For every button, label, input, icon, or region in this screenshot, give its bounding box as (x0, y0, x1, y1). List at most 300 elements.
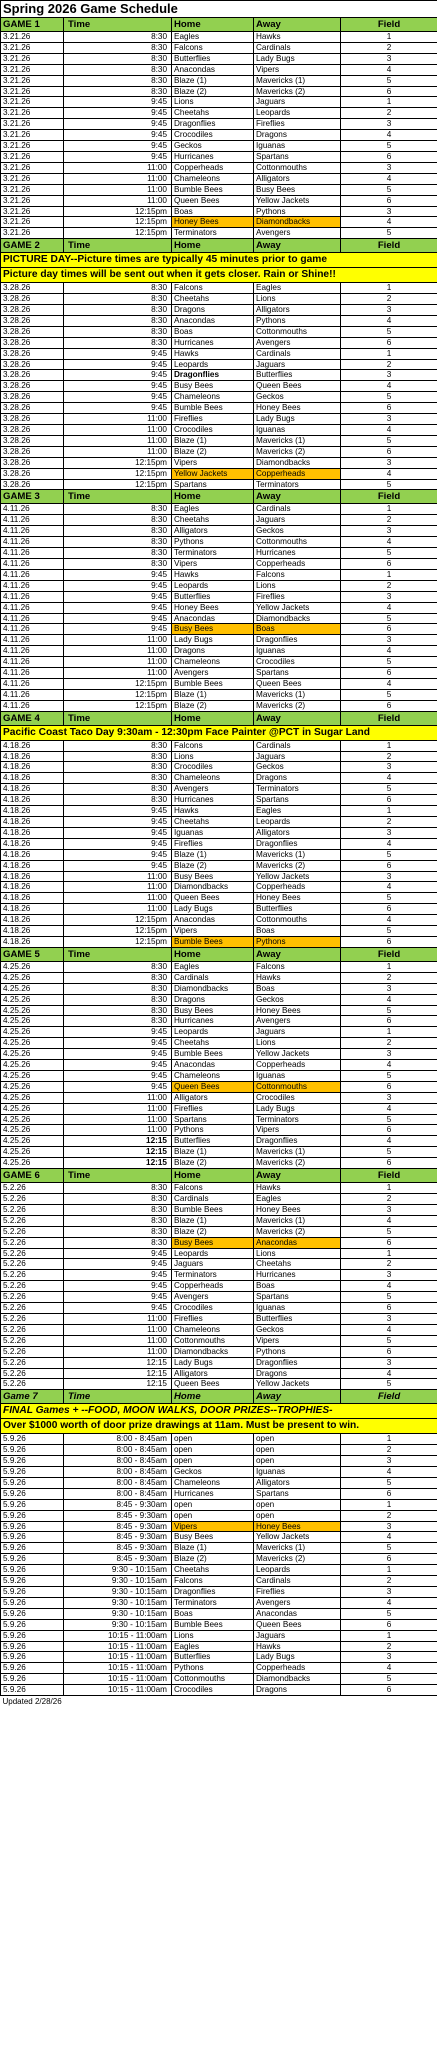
home-team-cell: Crocodiles (172, 762, 254, 773)
time-cell: 9:45 (64, 806, 172, 817)
time-cell: 8:30 (64, 751, 172, 762)
away-team-cell: Pythons (254, 1346, 341, 1357)
time-cell: 8:30 (64, 64, 172, 75)
away-header: Away (254, 1390, 341, 1404)
home-team-cell: Cardinals (172, 1194, 254, 1205)
away-team-cell: Geckos (254, 392, 341, 403)
time-cell: 8:45 - 9:30am (64, 1543, 172, 1554)
time-cell: 9:45 (64, 613, 172, 624)
away-team-cell: Falcons (254, 961, 341, 972)
away-team-cell: Lady Bugs (254, 1103, 341, 1114)
home-team-cell: Leopards (172, 359, 254, 370)
home-team-cell: Vipers (172, 457, 254, 468)
table-row (1, 871, 437, 882)
time-cell: 8:00 - 8:45am (64, 1488, 172, 1499)
away-team-cell: Busy Bees (254, 184, 341, 195)
table-row (1, 305, 437, 316)
field-cell: 4 (341, 1532, 437, 1543)
table-row (1, 795, 437, 806)
home-team-cell: Busy Bees (172, 624, 254, 635)
date-cell: 4.25.26 (1, 1092, 64, 1103)
table-row (1, 668, 437, 679)
away-team-cell: Jaguars (254, 751, 341, 762)
time-cell: 12:15pm (64, 678, 172, 689)
away-team-cell: Spartans (254, 151, 341, 162)
away-team-cell: Dragonflies (254, 1357, 341, 1368)
home-team-cell: Dragons (172, 646, 254, 657)
time-cell: 9:45 (64, 119, 172, 130)
table-row (1, 1608, 437, 1619)
time-cell: 9:45 (64, 602, 172, 613)
away-team-cell: Iguanas (254, 1070, 341, 1081)
table-row (1, 315, 437, 326)
away-team-cell: Vipers (254, 64, 341, 75)
date-cell: 5.2.26 (1, 1346, 64, 1357)
home-team-cell: open (172, 1510, 254, 1521)
field-cell: 4 (341, 1060, 437, 1071)
home-team-cell: Hurricanes (172, 1488, 254, 1499)
away-team-cell: Hawks (254, 32, 341, 43)
field-cell: 4 (341, 1103, 437, 1114)
field-cell: 2 (341, 751, 437, 762)
time-cell: 11:00 (64, 871, 172, 882)
field-cell: 2 (341, 972, 437, 983)
date-cell: 5.9.26 (1, 1576, 64, 1587)
away-team-cell: Iguanas (254, 1467, 341, 1478)
away-team-cell: Boas (254, 1281, 341, 1292)
away-team-cell: Pythons (254, 206, 341, 217)
away-team-cell: Mavericks (2) (254, 700, 341, 711)
date-cell: 3.21.26 (1, 64, 64, 75)
field-cell: 3 (341, 1204, 437, 1215)
away-team-cell: Mavericks (1) (254, 1147, 341, 1158)
field-header: Field (341, 1390, 437, 1404)
away-team-cell: Mavericks (2) (254, 86, 341, 97)
time-cell: 10:15 - 11:00am (64, 1652, 172, 1663)
table-row (1, 548, 437, 559)
away-team-cell: Dragonflies (254, 635, 341, 646)
away-team-cell: Dragons (254, 1685, 341, 1696)
table-row (1, 162, 437, 173)
away-header: Away (254, 18, 341, 32)
field-cell: 4 (341, 838, 437, 849)
time-cell: 8:45 - 9:30am (64, 1532, 172, 1543)
time-cell: 9:45 (64, 359, 172, 370)
table-row (1, 1226, 437, 1237)
date-cell: 4.18.26 (1, 893, 64, 904)
home-team-cell: Eagles (172, 961, 254, 972)
home-team-cell: Blaze (1) (172, 849, 254, 860)
away-team-cell: Lions (254, 580, 341, 591)
time-cell: 12:15 (64, 1368, 172, 1379)
home-team-cell: Eagles (172, 32, 254, 43)
home-team-cell: Dragonflies (172, 370, 254, 381)
table-row (1, 1357, 437, 1368)
date-cell: 3.28.26 (1, 305, 64, 316)
field-cell: 6 (341, 1237, 437, 1248)
table-row (1, 838, 437, 849)
away-team-cell: Avengers (254, 337, 341, 348)
date-cell: 5.9.26 (1, 1630, 64, 1641)
time-cell: 9:45 (64, 569, 172, 580)
field-cell: 4 (341, 773, 437, 784)
table-row (1, 1303, 437, 1314)
time-cell: 9:45 (64, 1060, 172, 1071)
table-row (1, 1532, 437, 1543)
away-team-cell: Geckos (254, 526, 341, 537)
field-cell: 3 (341, 871, 437, 882)
field-cell: 6 (341, 446, 437, 457)
table-row (1, 882, 437, 893)
time-cell: 9:45 (64, 97, 172, 108)
date-cell: 3.21.26 (1, 206, 64, 217)
field-cell: 2 (341, 580, 437, 591)
home-team-cell: Eagles (172, 504, 254, 515)
home-header: Home (172, 1169, 254, 1183)
time-cell: 9:45 (64, 1049, 172, 1060)
home-team-cell: Dragons (172, 305, 254, 316)
time-cell: 12:15pm (64, 700, 172, 711)
field-cell: 5 (341, 141, 437, 152)
field-cell: 4 (341, 646, 437, 657)
home-team-cell: Boas (172, 1608, 254, 1619)
time-header: Time (64, 490, 172, 504)
field-cell: 2 (341, 1576, 437, 1587)
field-cell: 2 (341, 294, 437, 305)
home-team-cell: Lady Bugs (172, 1357, 254, 1368)
away-team-cell: Eagles (254, 806, 341, 817)
field-cell: 1 (341, 740, 437, 751)
date-cell: 3.28.26 (1, 446, 64, 457)
date-cell: 3.21.26 (1, 97, 64, 108)
date-cell: 3.21.26 (1, 130, 64, 141)
table-row (1, 569, 437, 580)
game-header-row (1, 239, 437, 253)
away-team-cell: Anacondas (254, 1608, 341, 1619)
time-cell: 8:30 (64, 762, 172, 773)
time-cell: 8:30 (64, 1016, 172, 1027)
date-cell: 5.9.26 (1, 1674, 64, 1685)
home-team-cell: Blaze (1) (172, 1215, 254, 1226)
field-cell: 1 (341, 569, 437, 580)
field-cell: 5 (341, 75, 437, 86)
announcement-text: Over $1000 worth of door prize drawings at 11am. Must be present to win. (1, 1419, 437, 1434)
date-cell: 4.11.26 (1, 537, 64, 548)
home-team-cell: Hawks (172, 348, 254, 359)
away-team-cell: Cheetahs (254, 1259, 341, 1270)
date-cell: 4.18.26 (1, 762, 64, 773)
field-header: Field (341, 239, 437, 253)
home-team-cell: Busy Bees (172, 1005, 254, 1016)
away-team-cell: Leopards (254, 108, 341, 119)
table-row (1, 904, 437, 915)
home-team-cell: Blaze (2) (172, 1158, 254, 1169)
field-cell: 4 (341, 315, 437, 326)
home-team-cell: Leopards (172, 1027, 254, 1038)
game-label: Game 7 (1, 1390, 64, 1404)
time-cell: 8:00 - 8:45am (64, 1477, 172, 1488)
date-cell: 5.2.26 (1, 1194, 64, 1205)
field-cell: 1 (341, 32, 437, 43)
field-cell: 4 (341, 537, 437, 548)
date-cell: 4.18.26 (1, 904, 64, 915)
game-label: GAME 3 (1, 490, 64, 504)
home-header: Home (172, 711, 254, 725)
home-team-cell: Bumble Bees (172, 403, 254, 414)
table-row (1, 217, 437, 228)
date-cell: 5.2.26 (1, 1270, 64, 1281)
field-cell: 1 (341, 1565, 437, 1576)
field-header: Field (341, 18, 437, 32)
home-team-cell: Fireflies (172, 414, 254, 425)
table-row (1, 1368, 437, 1379)
away-team-cell: Hawks (254, 1183, 341, 1194)
table-row (1, 936, 437, 947)
date-cell: 5.9.26 (1, 1445, 64, 1456)
date-cell: 5.2.26 (1, 1237, 64, 1248)
away-team-cell: Iguanas (254, 425, 341, 436)
date-cell: 5.9.26 (1, 1685, 64, 1696)
table-row (1, 1554, 437, 1565)
field-cell: 4 (341, 64, 437, 75)
table-row (1, 86, 437, 97)
table-row (1, 42, 437, 53)
time-cell: 8:30 (64, 994, 172, 1005)
date-cell: 4.18.26 (1, 838, 64, 849)
away-team-cell: Copperheads (254, 468, 341, 479)
table-row (1, 1521, 437, 1532)
date-cell: 3.21.26 (1, 32, 64, 43)
home-team-cell: Crocodiles (172, 130, 254, 141)
time-cell: 9:45 (64, 1027, 172, 1038)
home-team-cell: Vipers (172, 926, 254, 937)
table-row (1, 751, 437, 762)
away-team-cell: Honey Bees (254, 1521, 341, 1532)
away-team-cell: Cottonmouths (254, 1081, 341, 1092)
field-cell: 3 (341, 1313, 437, 1324)
game-label: GAME 1 (1, 18, 64, 32)
page-title: Spring 2026 Game Schedule (1, 1, 437, 18)
away-team-cell: Jaguars (254, 1630, 341, 1641)
date-cell: 4.18.26 (1, 915, 64, 926)
time-cell: 11:00 (64, 195, 172, 206)
away-team-cell: Dragons (254, 1368, 341, 1379)
home-team-cell: Terminators (172, 548, 254, 559)
field-cell: 3 (341, 457, 437, 468)
home-team-cell: Honey Bees (172, 602, 254, 613)
game-header-row (1, 490, 437, 504)
time-cell: 8:30 (64, 1005, 172, 1016)
home-team-cell: Diamondbacks (172, 983, 254, 994)
time-cell: 12:15pm (64, 457, 172, 468)
time-cell: 8:30 (64, 337, 172, 348)
away-team-cell: Pythons (254, 315, 341, 326)
time-cell: 8:30 (64, 558, 172, 569)
date-cell: 3.21.26 (1, 184, 64, 195)
field-cell: 3 (341, 370, 437, 381)
field-cell: 3 (341, 206, 437, 217)
field-cell: 5 (341, 1543, 437, 1554)
time-cell: 8:30 (64, 1183, 172, 1194)
time-cell: 9:30 - 10:15am (64, 1597, 172, 1608)
time-cell: 8:45 - 9:30am (64, 1554, 172, 1565)
table-row (1, 294, 437, 305)
field-cell: 5 (341, 1608, 437, 1619)
time-cell: 8:30 (64, 961, 172, 972)
field-cell: 3 (341, 526, 437, 537)
field-cell: 2 (341, 817, 437, 828)
field-cell: 1 (341, 806, 437, 817)
away-team-cell: Diamondbacks (254, 1674, 341, 1685)
away-team-cell: open (254, 1445, 341, 1456)
away-team-cell: Lady Bugs (254, 53, 341, 64)
date-cell: 5.9.26 (1, 1477, 64, 1488)
home-team-cell: Avengers (172, 1292, 254, 1303)
game-header-row (1, 1169, 437, 1183)
home-team-cell: Hurricanes (172, 151, 254, 162)
field-cell: 6 (341, 624, 437, 635)
table-row (1, 1114, 437, 1125)
table-row (1, 773, 437, 784)
table-row (1, 1576, 437, 1587)
table-row (1, 849, 437, 860)
date-cell: 4.25.26 (1, 1147, 64, 1158)
time-cell: 8:30 (64, 326, 172, 337)
date-cell: 4.11.26 (1, 591, 64, 602)
home-team-cell: Lady Bugs (172, 904, 254, 915)
home-header: Home (172, 1390, 254, 1404)
home-team-cell: Fireflies (172, 1313, 254, 1324)
field-cell: 6 (341, 1685, 437, 1696)
time-cell: 11:00 (64, 657, 172, 668)
table-row (1, 457, 437, 468)
field-cell: 1 (341, 961, 437, 972)
time-cell: 11:00 (64, 184, 172, 195)
time-cell: 12:15pm (64, 915, 172, 926)
field-cell: 2 (341, 42, 437, 53)
table-row (1, 1081, 437, 1092)
home-team-cell: Anacondas (172, 64, 254, 75)
field-cell: 5 (341, 893, 437, 904)
home-header: Home (172, 947, 254, 961)
time-cell: 9:45 (64, 827, 172, 838)
announcement-row (1, 1404, 437, 1419)
field-cell: 5 (341, 1335, 437, 1346)
time-cell: 8:30 (64, 305, 172, 316)
away-team-cell: Diamondbacks (254, 613, 341, 624)
time-cell: 9:45 (64, 849, 172, 860)
time-header: Time (64, 239, 172, 253)
time-cell: 11:00 (64, 1103, 172, 1114)
home-team-cell: Crocodiles (172, 425, 254, 436)
table-row (1, 425, 437, 436)
time-cell: 11:00 (64, 1313, 172, 1324)
table-row (1, 1070, 437, 1081)
time-cell: 8:00 - 8:45am (64, 1456, 172, 1467)
home-team-cell: Blaze (2) (172, 86, 254, 97)
date-cell: 3.21.26 (1, 108, 64, 119)
field-cell: 4 (341, 381, 437, 392)
table-row (1, 526, 437, 537)
away-team-cell: Mavericks (1) (254, 75, 341, 86)
time-cell: 9:45 (64, 1292, 172, 1303)
date-cell: 4.11.26 (1, 668, 64, 679)
date-cell: 4.25.26 (1, 1027, 64, 1038)
date-cell: 5.2.26 (1, 1368, 64, 1379)
time-cell: 11:00 (64, 1114, 172, 1125)
announcement-text: Picture day times will be sent out when it gets closer. Rain or Shine!! (1, 268, 437, 283)
time-cell: 11:00 (64, 446, 172, 457)
table-row (1, 1379, 437, 1390)
time-cell: 8:30 (64, 972, 172, 983)
table-row (1, 195, 437, 206)
date-cell: 5.2.26 (1, 1248, 64, 1259)
field-header: Field (341, 711, 437, 725)
table-row (1, 32, 437, 43)
table-row (1, 381, 437, 392)
field-cell: 5 (341, 1226, 437, 1237)
home-team-cell: Queen Bees (172, 1081, 254, 1092)
table-row (1, 558, 437, 569)
field-cell: 1 (341, 504, 437, 515)
home-team-cell: Busy Bees (172, 871, 254, 882)
home-team-cell: Yellow Jackets (172, 468, 254, 479)
away-team-cell: Avengers (254, 228, 341, 239)
date-cell: 3.28.26 (1, 435, 64, 446)
time-cell: 12:15 (64, 1158, 172, 1169)
away-team-cell: Yellow Jackets (254, 1532, 341, 1543)
table-row (1, 635, 437, 646)
date-cell: 4.18.26 (1, 926, 64, 937)
date-cell: 4.18.26 (1, 795, 64, 806)
time-cell: 11:00 (64, 635, 172, 646)
date-cell: 5.9.26 (1, 1663, 64, 1674)
date-cell: 4.18.26 (1, 849, 64, 860)
date-cell: 5.2.26 (1, 1292, 64, 1303)
table-row (1, 624, 437, 635)
date-cell: 4.25.26 (1, 1049, 64, 1060)
home-team-cell: Lions (172, 97, 254, 108)
time-cell: 12:15 (64, 1136, 172, 1147)
time-cell: 11:00 (64, 435, 172, 446)
away-team-cell: Boas (254, 983, 341, 994)
table-row (1, 446, 437, 457)
home-team-cell: Crocodiles (172, 1303, 254, 1314)
table-row (1, 1346, 437, 1357)
home-team-cell: Dragonflies (172, 119, 254, 130)
table-row (1, 827, 437, 838)
away-header: Away (254, 239, 341, 253)
date-cell: 4.18.26 (1, 860, 64, 871)
announcement-text: FINAL Games + --FOOD, MOON WALKS, DOOR PRIZES--TROPHIES- (1, 1404, 437, 1419)
time-cell: 8:45 - 9:30am (64, 1521, 172, 1532)
away-team-cell: Cottonmouths (254, 915, 341, 926)
table-row (1, 403, 437, 414)
field-cell: 2 (341, 1038, 437, 1049)
table-row (1, 1027, 437, 1038)
table-row (1, 1313, 437, 1324)
date-cell: 4.11.26 (1, 504, 64, 515)
date-cell: 3.28.26 (1, 479, 64, 490)
home-team-cell: Queen Bees (172, 195, 254, 206)
field-cell: 6 (341, 936, 437, 947)
date-cell: 3.28.26 (1, 348, 64, 359)
table-row (1, 64, 437, 75)
home-team-cell: Anacondas (172, 315, 254, 326)
field-cell: 5 (341, 1674, 437, 1685)
date-cell: 3.21.26 (1, 173, 64, 184)
table-row (1, 1597, 437, 1608)
